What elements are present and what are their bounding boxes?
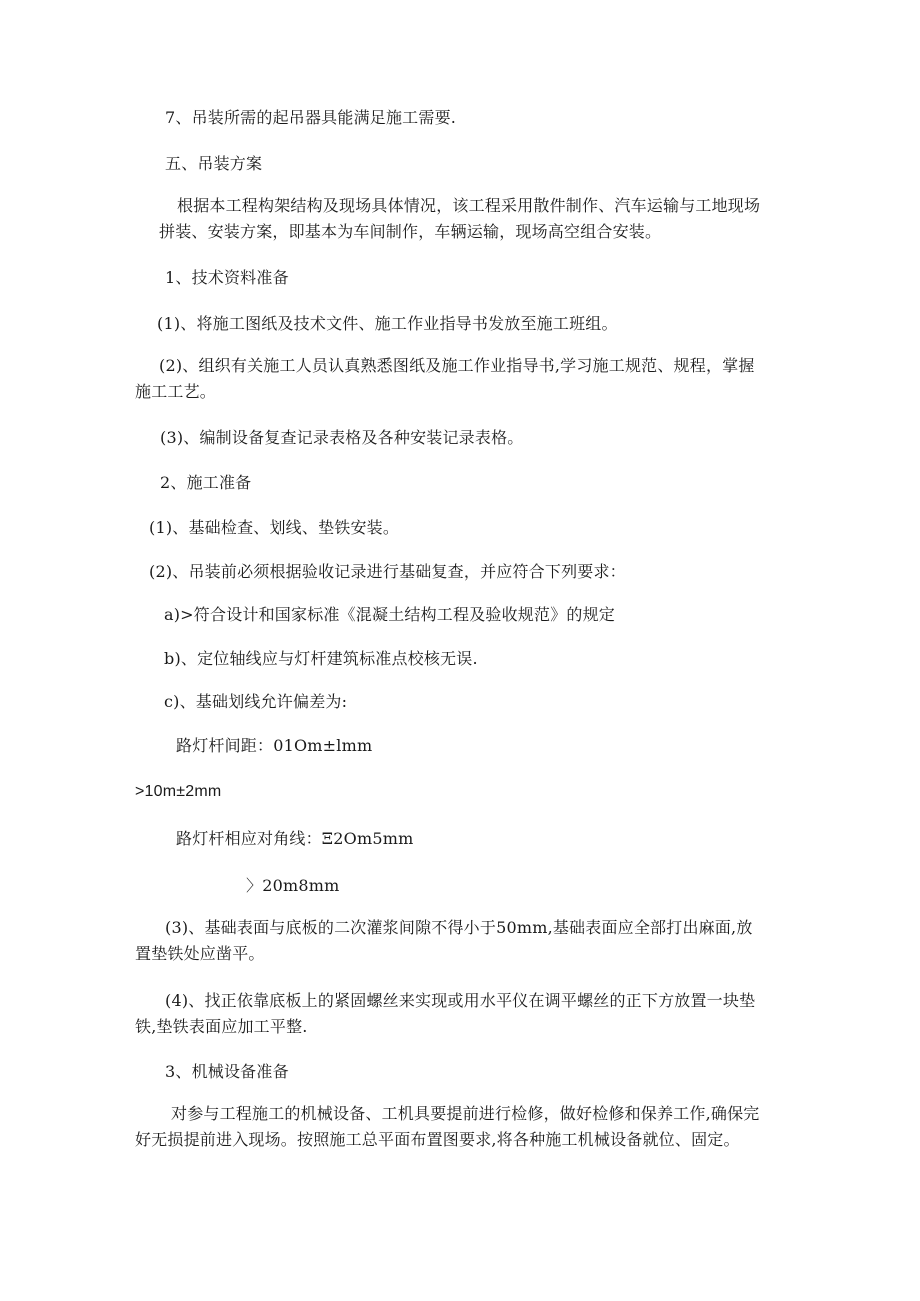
item-technical-2: [135, 353, 755, 405]
item-construction-4: [135, 988, 755, 1040]
item-construction-3-line-2: 置垫铁处应凿平。: [135, 944, 265, 963]
paragraph-equipment: [135, 1101, 760, 1153]
section-heading-hoisting-plan: 五、吊装方案: [165, 154, 263, 173]
tolerance-pole-spacing: 路灯杆间距：01Om±lmm: [176, 736, 373, 755]
paragraph-intro-line-1: 根据本工程构架结构及现场具体情况，该工程采用散件制作、汽车运输与工地现场: [177, 196, 761, 215]
sub-item-a: a)>符合设计和国家标准《混凝土结构工程及验收规范》的规定: [164, 605, 615, 624]
item-technical-2-line-1: (2)、组织有关施工人员认真熟悉图纸及施工作业指导书,学习施工规范、规程，掌握: [159, 356, 755, 375]
item-construction-1: (1)、基础检查、划线、垫铁安装。: [149, 518, 400, 537]
subheading-equipment-prep: 3、机械设备准备: [165, 1062, 289, 1081]
tolerance-diagonal: 路灯杆相应对角线：Ξ2Om5mm: [176, 829, 414, 848]
item-technical-1: (1)、将施工图纸及技术文件、施工作业指导书发放至施工班组。: [157, 314, 618, 333]
paragraph-equipment-line-1: 对参与工程施工的机械设备、工机具要提前进行检修，做好检修和保养工作,确保完: [171, 1104, 760, 1123]
paragraph-intro-line-2: 拼装、安装方案，即基本为车间制作，车辆运输，现场高空组合安装。: [159, 222, 662, 241]
list-item-7: 7、吊装所需的起吊器具能满足施工需要.: [165, 108, 457, 127]
item-construction-3-line-1: (3)、基础表面与底板的二次灌浆间隙不得小于50mm,基础表面应全部打出麻面,放: [165, 918, 753, 937]
item-construction-3: [135, 915, 753, 967]
tolerance-diagonal-over-20m: 〉20m8mm: [246, 876, 340, 895]
subheading-technical-prep: 1、技术资料准备: [165, 268, 289, 287]
subheading-construction-prep: 2、施工准备: [160, 473, 252, 492]
paragraph-intro: [135, 193, 760, 245]
item-construction-4-line-1: (4)、找正依靠底板上的紧固螺丝来实现或用水平仪在调平螺丝的正下方放置一块垫: [165, 991, 756, 1010]
item-technical-3: (3)、编制设备复查记录表格及各种安装记录表格。: [160, 428, 524, 447]
sub-item-b: b)、定位轴线应与灯杆建筑标准点校核无误.: [164, 649, 478, 668]
paragraph-equipment-line-2: 好无损提前进入现场。按照施工总平面布置图要求,将各种施工机械设备就位、固定。: [135, 1130, 740, 1149]
tolerance-pole-spacing-over-10m: >10m±2mm: [135, 783, 222, 800]
sub-item-c: c)、基础划线允许偏差为:: [164, 692, 348, 711]
item-technical-2-line-2: 施工工艺。: [135, 382, 217, 401]
item-construction-2: (2)、吊装前必须根据验收记录进行基础复查，并应符合下列要求：: [149, 562, 626, 581]
item-construction-4-line-2: 铁,垫铁表面应加工平整.: [135, 1017, 308, 1036]
